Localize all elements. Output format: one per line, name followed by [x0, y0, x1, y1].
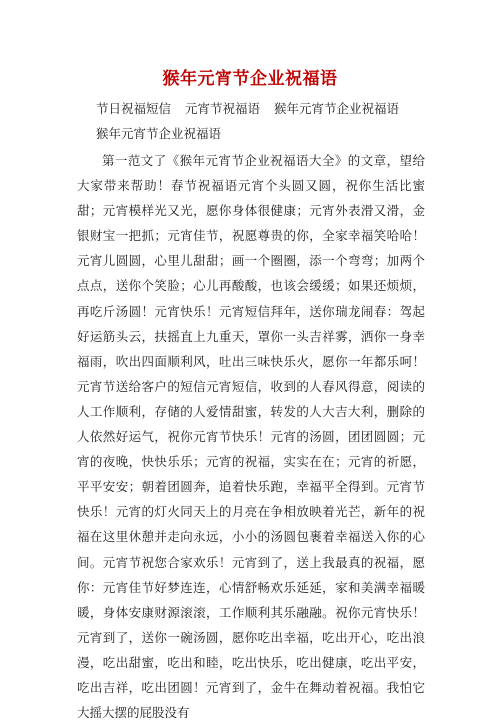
keyword-item: 元宵节祝福语 — [185, 101, 261, 116]
keyword-item: 猴年元宵节企业祝福语 — [274, 101, 400, 116]
document-title: 猴年元宵节企业祝福语 — [162, 69, 338, 89]
body-paragraph: 第一范文了《猴年元宵节企业祝福语大全》的文章，望给大家带来帮助！春节祝福语元宵个头圆又圆，祝你生活比蜜甜；元宵模样光又光，愿你身体很健康；元宵外表滑又滑，金银财宝一把抓；元宵佳节，祝愿尊贵的你，全家幸福笑哈哈！元宵儿圆圆，心里儿甜甜；画一个圈圈，添一个弯弯；加两个点点，送你个笑脸；心儿再酸酸，也该会缓缓；如果还烦烦，再吃斤汤圆！元宵快乐！元宵短信拜年，送你瑞龙闹春：驾起好运筋头云，扶摇直上九重天，罩你一头吉祥雾，洒你一身幸福雨，吹出四面顺利风，吐出三味快乐火，愿你一年都乐呵！元宵节送给客户的短信元宵短信，收到的人春风得意，阅读的人工作顺利，存储的人爱情甜蜜，转发的人大吉大利，删除的人依然好运气，祝你元宵节快乐！元宵的汤圆，团团圆圆；元宵的夜晚，快快乐乐；元宵的祝福，实实在在；元宵的祈愿，平平安安；朝着团圆奔，追着快乐跑，幸福平全得到。元宵节快乐！元宵的灯火同天上的月亮在争相放映着光芒，新年的祝福在这里休憩并走向永远，小小的汤圆包裹着幸福送入你的心间。元宵节祝您合家欢乐！元宵到了，送上我最真的祝福，愿你：元宵佳节好梦连连，心情舒畅欢乐延延，家和美满幸福暖暖，身体安康财源滚滚，工作顺利其乐融融。祝你元宵快乐！元宵到了，送你一碗汤圆，愿你吃出幸福，吃出开心，吃出浪漫，吃出甜蜜，吃出和睦，吃出快乐，吃出健康，吃出平安，吃出吉祥，吃出团圆！元宵到了，金牛在舞动着祝福。我怕它大摇大摆的屁股没有 — [77, 153, 425, 721]
keyword-item: 节日祝福短信 — [96, 101, 172, 116]
keywords-line-2: 猴年元宵节企业祝福语 — [96, 126, 222, 141]
keywords-line — [96, 101, 399, 117]
